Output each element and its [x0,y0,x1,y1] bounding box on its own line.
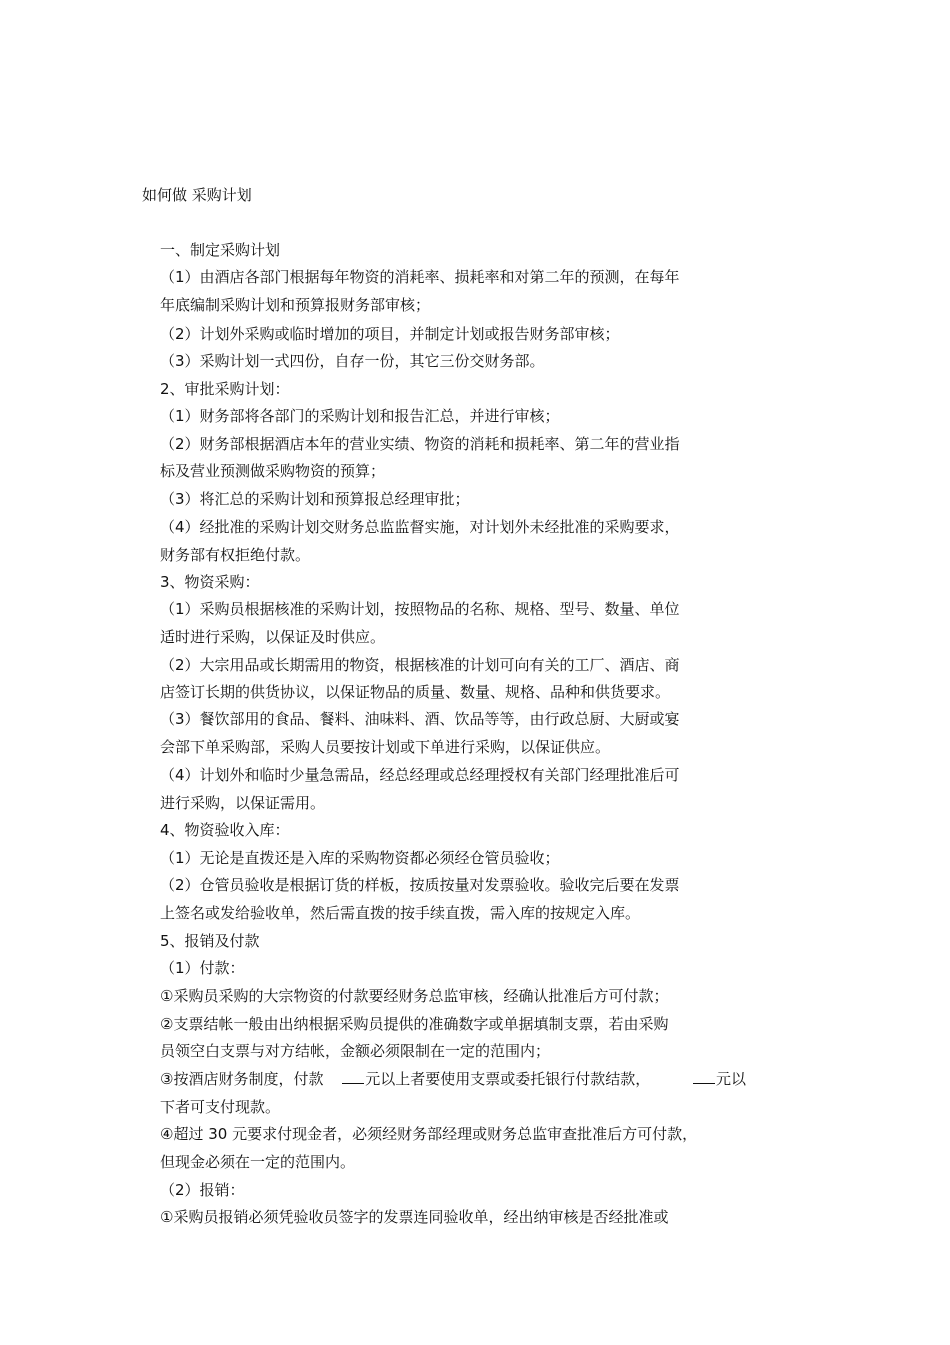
paragraph-line: ①采购员采购的大宗物资的付款要经财务总监审核，经确认批准后方可付款； [160,987,669,1005]
fill-in-blank [693,1069,715,1084]
section-heading-4: 4、物资验收入库： [160,821,290,839]
paragraph-line: 标及营业预测做采购物资的预算； [160,462,386,480]
paragraph-line: （1）付款： [160,959,245,977]
paragraph-line: 员领空白支票与对方结帐，金额必须限制在一定的范围内； [160,1042,551,1060]
paragraph-line: ①采购员报销必须凭验收员签字的发票连同验收单，经出纳审核是否经批准或 [160,1208,669,1226]
paragraph-line: （2）报销： [160,1181,245,1199]
paragraph-line: 但现金必须在一定的范围内。 [160,1153,356,1171]
paragraph-line: （1）由酒店各部门根据每年物资的消耗率、损耗率和对第二年的预测，在每年 [160,268,680,286]
paragraph-line-with-blanks [160,1069,746,1089]
paragraph-line: （3）采购计划一式四份，自存一份，其它三份交财务部。 [160,352,545,370]
paragraph-line: （2）大宗用品或长期需用的物资，根据核准的计划可向有关的工厂、酒店、商 [160,656,680,674]
paragraph-line: 年底编制采购计划和预算报财务部审核； [160,296,431,314]
text-segment: 元以 [716,1070,747,1088]
paragraph-line: （2）仓管员验收是根据订货的样板，按质按量对发票验收。验收完后要在发票 [160,876,680,894]
paragraph-line: （3）餐饮部用的食品、餐料、油味料、酒、饮品等等，由行政总厨、大厨或宴 [160,710,680,728]
paragraph-line: （2）计划外采购或临时增加的项目，并制定计划或报告财务部审核； [160,325,620,343]
text-segment: ③按酒店财务制度，付款 [160,1070,324,1088]
paragraph-line: 适时进行采购，以保证及时供应。 [160,628,386,646]
paragraph-line: （1）财务部将各部门的采购计划和报告汇总，并进行审核； [160,407,560,425]
paragraph-line: （3）将汇总的采购计划和预算报总经理审批； [160,490,470,508]
paragraph-line: 上签名或发给验收单，然后需直拨的按手续直拨，需入库的按规定入库。 [160,904,641,922]
paragraph-line: （1）无论是直拨还是入库的采购物资都必须经仓管员验收； [160,849,560,867]
paragraph-line: （2）财务部根据酒店本年的营业实绩、物资的消耗和损耗率、第二年的营业指 [160,435,680,453]
fill-in-blank [342,1069,364,1084]
text-segment: 元以上者要使用支票或委托银行付款结款， [365,1070,651,1088]
paragraph-line: ④超过 30 元要求付现金者，必须经财务部经理或财务总监审查批准后方可付款， [160,1125,698,1143]
paragraph-line: 下者可支付现款。 [160,1098,281,1116]
paragraph-line: （1）采购员根据核准的采购计划，按照物品的名称、规格、型号、数量、单位 [160,600,680,618]
section-heading-2: 2、审批采购计划： [160,380,290,398]
section-heading-3: 3、物资采购： [160,573,260,591]
paragraph-line: ②支票结帐一般由出纳根据采购员提供的准确数字或单据填制支票，若由采购 [160,1015,669,1033]
section-heading-1: 一、制定采购计划 [160,241,281,259]
paragraph-line: （4）计划外和临时少量急需品，经总经理或总经理授权有关部门经理批准后可 [160,766,680,784]
page-title: 如何做 采购计划 [142,186,252,204]
section-heading-5: 5、报销及付款 [160,932,260,950]
paragraph-line: 财务部有权拒绝付款。 [160,546,311,564]
paragraph-line: 店签订长期的供货协议，以保证物品的质量、数量、规格、品种和供货要求。 [160,683,671,701]
paragraph-line: 会部下单采购部，采购人员要按计划或下单进行采购，以保证供应。 [160,738,611,756]
paragraph-line: 进行采购，以保证需用。 [160,794,326,812]
paragraph-line: （4）经批准的采购计划交财务总监监督实施，对计划外未经批准的采购要求， [160,518,680,536]
